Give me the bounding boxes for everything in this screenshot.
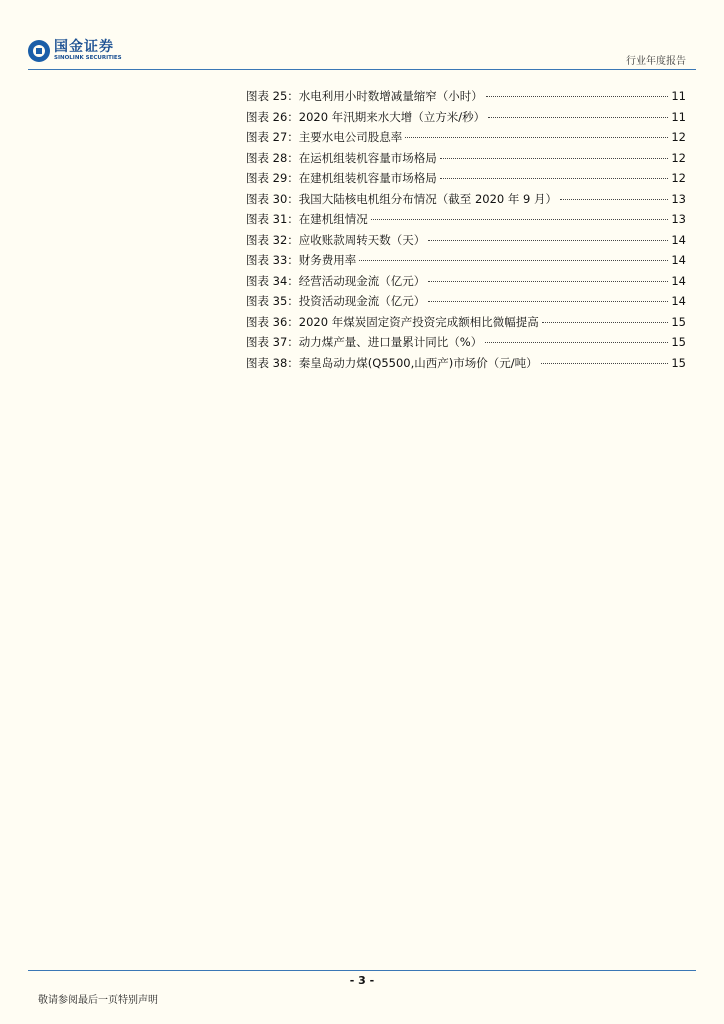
toc-leader-dots [485, 342, 668, 343]
toc-entry[interactable] [246, 293, 686, 314]
toc-entry-page: 12 [671, 150, 686, 165]
logo-mark-icon [28, 40, 50, 62]
toc-entry-page: 15 [671, 335, 686, 349]
toc-entry-label: 图表 30：我国大陆核电机组分布情况（截至 2020 年 9 月） [246, 191, 557, 206]
toc-entry[interactable] [246, 211, 686, 232]
toc-leader-dots [560, 199, 668, 200]
toc-entry[interactable] [246, 252, 686, 273]
toc-entry-label: 图表 31：在建机组情况 [246, 212, 368, 226]
toc-entry-label: 图表 36：2020 年煤炭固定资产投资完成额相比微幅提高 [246, 314, 539, 329]
toc-entry[interactable] [246, 334, 686, 355]
toc-entry-label: 图表 25：水电利用小时数增减量缩窄（小时） [246, 89, 483, 103]
toc-entry-label: 图表 34：经营活动现金流（亿元） [246, 273, 426, 288]
toc-leader-dots [488, 117, 668, 118]
toc-entry-label: 图表 35：投资活动现金流（亿元） [246, 294, 426, 308]
toc-entry-label: 图表 37：动力煤产量、进口量累计同比（%） [246, 335, 483, 349]
toc-leader-dots [440, 158, 669, 159]
toc-entry-label: 图表 32：应收账款周转天数（天） [246, 232, 426, 247]
toc-entry[interactable] [246, 88, 686, 109]
toc-entry[interactable] [246, 232, 686, 253]
report-type: 行业年度报告 [626, 56, 686, 67]
toc-leader-dots [542, 322, 669, 323]
toc-entry[interactable] [246, 150, 686, 171]
figure-list [246, 88, 686, 375]
toc-entry-page: 14 [671, 253, 686, 267]
toc-leader-dots [486, 96, 669, 97]
disclaimer: 敬请参阅最后一页特别声明 [38, 995, 158, 1006]
toc-entry-page: 15 [671, 355, 686, 370]
toc-leader-dots [428, 281, 668, 282]
toc-entry-page: 12 [671, 171, 686, 185]
toc-entry-label: 图表 38：秦皇岛动力煤(Q5500,山西产)市场价（元/吨） [246, 355, 538, 370]
company-logo [28, 40, 122, 62]
toc-entry-label: 图表 27：主要水电公司股息率 [246, 130, 403, 144]
toc-entry[interactable] [246, 170, 686, 191]
toc-entry-page: 13 [671, 191, 686, 206]
toc-entry[interactable] [246, 129, 686, 150]
toc-entry[interactable] [246, 191, 686, 212]
toc-leader-dots [405, 137, 668, 138]
toc-entry-page: 11 [671, 109, 686, 124]
toc-entry-label: 图表 33：财务费用率 [246, 253, 357, 267]
toc-entry[interactable] [246, 109, 686, 130]
toc-entry[interactable] [246, 355, 686, 376]
toc-leader-dots [359, 260, 668, 261]
toc-entry-label: 图表 26：2020 年汛期来水大增（立方米/秒） [246, 109, 486, 124]
toc-entry-page: 15 [671, 314, 686, 329]
toc-entry-page: 12 [671, 130, 686, 144]
toc-leader-dots [541, 363, 669, 364]
toc-entry-page: 14 [671, 273, 686, 288]
toc-entry-page: 14 [671, 294, 686, 308]
logo-chinese-name: 国金证券 [54, 39, 114, 56]
page-number: - 3 - [349, 974, 375, 987]
toc-leader-dots [428, 301, 668, 302]
toc-leader-dots [371, 219, 669, 220]
footer-divider [28, 970, 696, 971]
page-header [0, 0, 724, 70]
toc-entry-page: 13 [671, 212, 686, 226]
toc-entry-label: 图表 29：在建机组装机容量市场格局 [246, 171, 437, 185]
toc-leader-dots [440, 178, 669, 179]
toc-entry-label: 图表 28：在运机组装机容量市场格局 [246, 150, 437, 165]
toc-entry[interactable] [246, 273, 686, 294]
toc-entry-page: 14 [671, 232, 686, 247]
toc-leader-dots [428, 240, 668, 241]
toc-entry-page: 11 [671, 89, 686, 103]
header-divider [28, 69, 696, 70]
logo-english-name: SINOLINK SECURITIES [54, 55, 122, 62]
toc-entry[interactable] [246, 314, 686, 335]
